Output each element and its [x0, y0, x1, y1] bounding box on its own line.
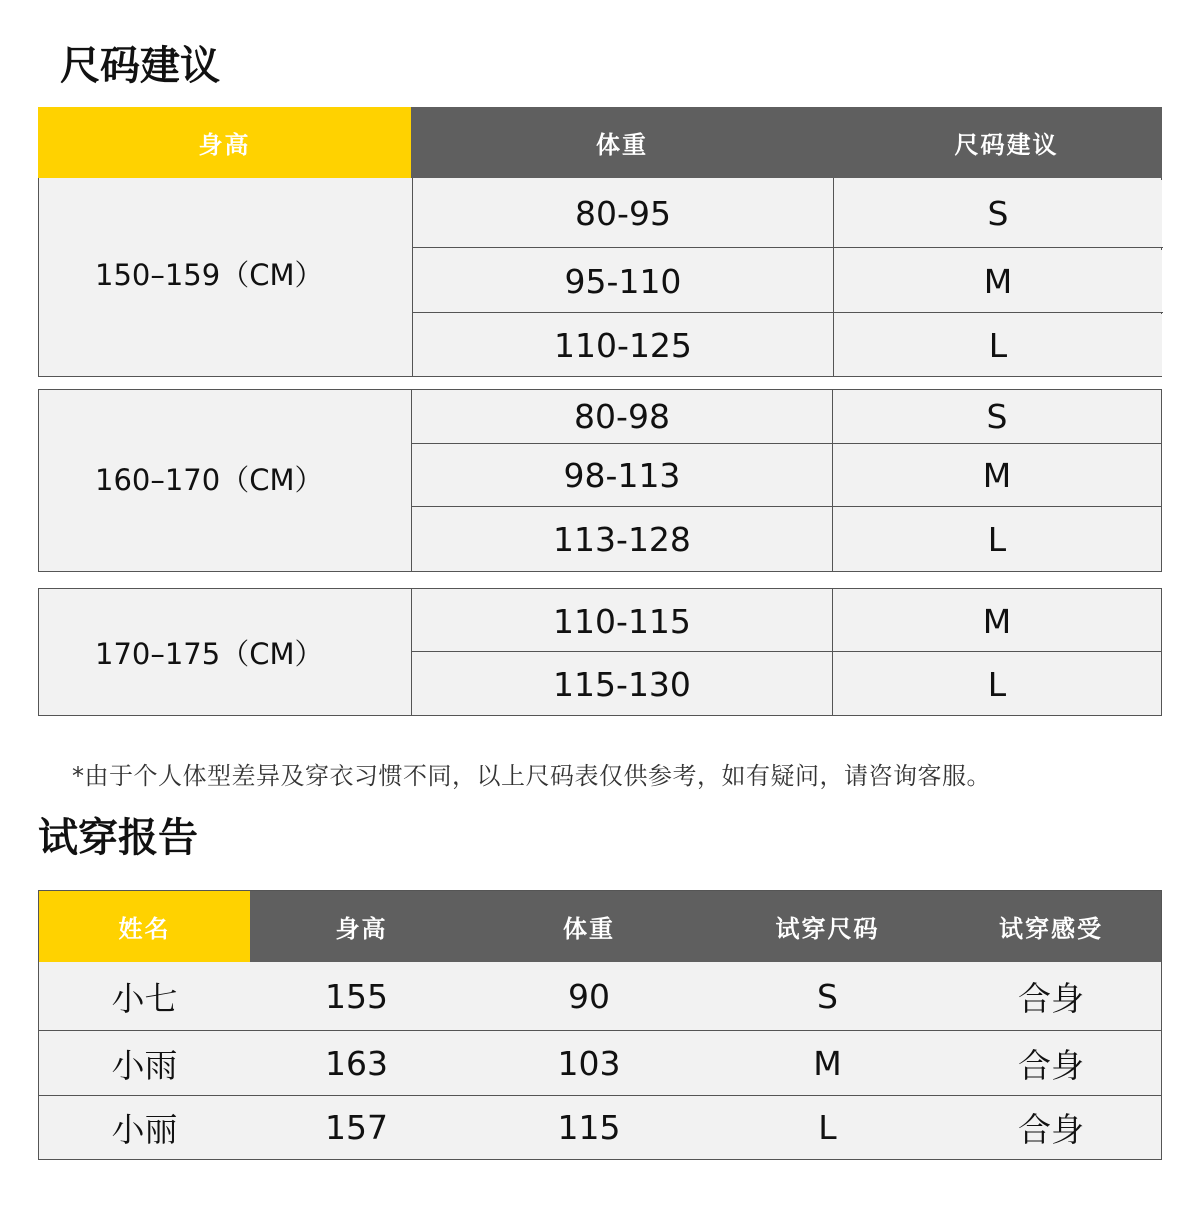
weight-range: 95-110: [413, 250, 833, 312]
table-row-feeling: 合身: [940, 1096, 1162, 1159]
weight-range: 80-95: [413, 180, 833, 247]
table-row-height: 155: [250, 962, 463, 1030]
table-row-name: 小丽: [39, 1096, 250, 1159]
size-section-title: 尺码建议: [60, 43, 220, 89]
table-row-feeling: 合身: [940, 962, 1162, 1030]
trial-header-feeling: 试穿感受: [940, 891, 1162, 962]
table-row-height: 157: [250, 1096, 463, 1159]
height-range: 150–159（CM）: [39, 178, 412, 368]
size-group-2: [38, 389, 1162, 572]
size-value: L: [834, 314, 1162, 376]
size-value: M: [833, 591, 1161, 651]
header-height: 身高: [38, 107, 411, 178]
table-row-size: L: [715, 1096, 940, 1159]
table-row-size: S: [715, 962, 940, 1030]
weight-range: 110-115: [412, 591, 832, 651]
trial-header-size: 试穿尺码: [715, 891, 940, 962]
trial-table: [38, 890, 1162, 1160]
size-value: L: [833, 653, 1161, 715]
weight-range: 113-128: [412, 508, 832, 571]
trial-header-height: 身高: [250, 891, 463, 962]
trial-header-name: 姓名: [39, 891, 250, 962]
table-row-name: 小七: [39, 962, 250, 1030]
weight-range: 98-113: [412, 445, 832, 506]
size-value: S: [833, 390, 1161, 443]
size-value: M: [833, 445, 1161, 506]
header-size: 尺码建议: [833, 107, 1162, 178]
size-value: L: [833, 508, 1161, 571]
table-row-weight: 90: [463, 962, 715, 1030]
table-row-weight: 115: [463, 1096, 715, 1159]
weight-range: 115-130: [412, 653, 832, 715]
table-row-weight: 103: [463, 1031, 715, 1095]
size-group-1: [38, 178, 1162, 377]
size-disclaimer: *由于个人体型差异及穿衣习惯不同，以上尺码表仅供参考，如有疑问，请咨询客服。: [72, 762, 991, 790]
trial-section-title: 试穿报告: [38, 815, 198, 861]
height-range: 160–170（CM）: [39, 390, 411, 566]
table-row-name: 小雨: [39, 1031, 250, 1095]
trial-header-weight: 体重: [463, 891, 715, 962]
table-row-size: M: [715, 1031, 940, 1095]
weight-range: 110-125: [413, 314, 833, 376]
size-value: S: [834, 180, 1162, 247]
table-row-height: 163: [250, 1031, 463, 1095]
height-range: 170–175（CM）: [39, 589, 411, 715]
size-group-3: [38, 588, 1162, 716]
weight-range: 80-98: [412, 390, 832, 443]
table-row-feeling: 合身: [940, 1031, 1162, 1095]
header-weight: 体重: [411, 107, 833, 178]
size-value: M: [834, 250, 1162, 312]
